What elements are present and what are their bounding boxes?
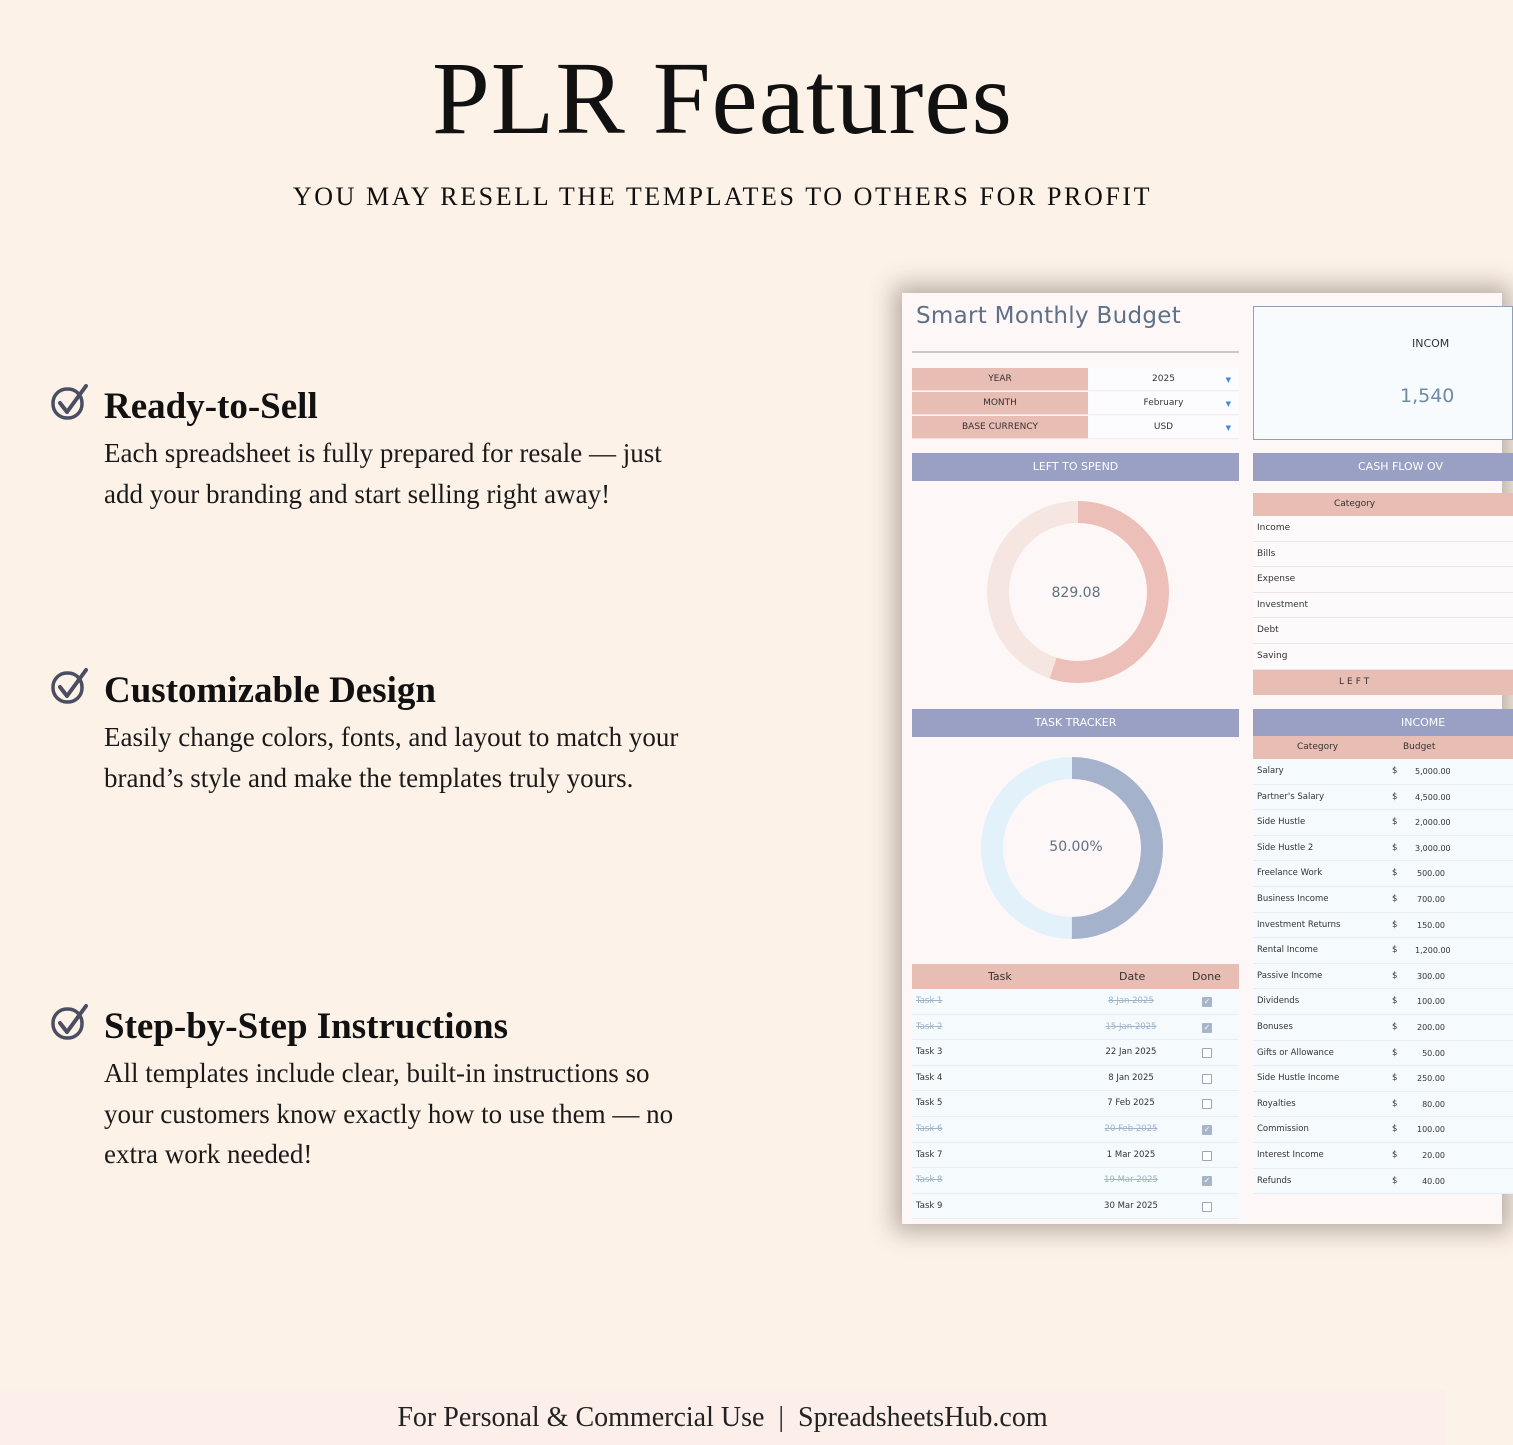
- income-category: Partner's Salary: [1257, 791, 1325, 802]
- feature-title: Ready-to-Sell: [104, 386, 318, 427]
- income-budget: 300.00: [1417, 971, 1445, 981]
- task-done-checkbox[interactable]: [1202, 1099, 1212, 1109]
- income-budget: 500.00: [1417, 869, 1445, 879]
- selector-value[interactable]: [1088, 392, 1239, 415]
- income-category: Side Hustle 2: [1257, 842, 1314, 853]
- income-col-category: Category: [1297, 742, 1339, 752]
- task-done-checkbox[interactable]: ✓: [1203, 997, 1211, 1006]
- task-col-task: Task: [988, 970, 1012, 983]
- task-done-checkbox[interactable]: ✓: [1203, 1022, 1211, 1032]
- income-category: Business Income: [1257, 894, 1329, 904]
- currency-symbol: $: [1392, 1150, 1398, 1160]
- income-row: [1253, 836, 1513, 862]
- income-row: [1253, 1117, 1513, 1143]
- task-done-checkbox[interactable]: ✓: [1203, 1176, 1211, 1186]
- currency-symbol: $: [1392, 1022, 1398, 1032]
- income-budget: 80.00: [1422, 1099, 1445, 1109]
- income-row: [1253, 1169, 1513, 1195]
- feature-body: Each spreadsheet is fully prepared for resale — just add your branding and start selling right away!: [104, 438, 662, 509]
- month-selector[interactable]: [912, 392, 1239, 415]
- income-row: [1253, 913, 1513, 939]
- task-name: Task 3: [916, 1047, 943, 1058]
- cash-flow-column-header: Category: [1253, 493, 1513, 516]
- currency-symbol: $: [1392, 945, 1398, 956]
- dropdown-caret-icon[interactable]: ▼: [1225, 400, 1231, 408]
- cash-flow-row: Bills: [1253, 542, 1513, 568]
- income-row: [1253, 1066, 1513, 1092]
- task-name: Task 6: [916, 1124, 943, 1134]
- currency-symbol: $: [1392, 842, 1398, 853]
- currency-symbol: $: [1392, 1175, 1398, 1186]
- task-name: Task 4: [916, 1072, 943, 1083]
- income-budget: 100.00: [1417, 997, 1445, 1007]
- income-category: Royalties: [1257, 1098, 1296, 1109]
- currency-symbol: $: [1392, 766, 1398, 776]
- task-date: 15 Jan 2025: [1105, 1021, 1157, 1032]
- currency-symbol: $: [1392, 1073, 1398, 1084]
- income-category: Dividends: [1257, 996, 1300, 1007]
- selector-label: MONTH: [912, 392, 1088, 415]
- currency-symbol: $: [1392, 791, 1398, 802]
- income-budget: 5,000.00: [1415, 767, 1451, 776]
- task-date: 8 Jan 2025: [1108, 1072, 1154, 1083]
- task-row: [912, 1194, 1239, 1220]
- checkbox-checked-icon: [50, 1003, 90, 1043]
- currency-symbol: $: [1392, 1047, 1398, 1058]
- task-row: [912, 1143, 1239, 1169]
- cash-flow-heading: CASH FLOW OV: [1253, 453, 1513, 481]
- currency-selector[interactable]: [912, 416, 1239, 439]
- page-subtitle: YOU MAY RESELL THE TEMPLATES TO OTHERS FOR PROFIT: [292, 182, 1153, 211]
- income-category: Side Hustle: [1257, 817, 1306, 828]
- income-category: Interest Income: [1257, 1150, 1324, 1160]
- task-date: 30 Mar 2025: [1104, 1200, 1158, 1211]
- selector-label: YEAR: [912, 368, 1088, 391]
- sheet-title: Smart Monthly Budget: [916, 303, 1182, 329]
- task-header-row: [912, 964, 1239, 989]
- selector-value-text: February: [1143, 398, 1184, 408]
- feature-body: Easily change colors, fonts, and layout to match your brand’s style and make the templates truly yours.: [104, 722, 679, 793]
- title-divider: [912, 351, 1239, 353]
- income-category: Gifts or Allowance: [1257, 1047, 1334, 1058]
- cash-flow-row: Debt: [1253, 618, 1513, 644]
- selector-value-text: USD: [1153, 422, 1174, 432]
- task-done-checkbox[interactable]: [1202, 1048, 1212, 1058]
- feature-title: Customizable Design: [104, 670, 436, 711]
- selector-label: BASE CURRENCY: [912, 416, 1088, 439]
- income-budget: 250.00: [1417, 1074, 1445, 1084]
- currency-symbol: $: [1392, 817, 1398, 828]
- task-date: 1 Mar 2025: [1106, 1149, 1156, 1160]
- cash-flow-row: Investment: [1253, 593, 1513, 619]
- income-row: [1253, 964, 1513, 990]
- task-done-checkbox[interactable]: [1202, 1202, 1212, 1212]
- income-row: [1253, 861, 1513, 887]
- income-budget: 20.00: [1422, 1151, 1445, 1160]
- dropdown-caret-icon[interactable]: ▼: [1225, 376, 1231, 384]
- task-date: 19 Mar 2025: [1104, 1175, 1158, 1186]
- income-category: Investment Returns: [1257, 919, 1341, 930]
- year-selector[interactable]: [912, 368, 1239, 391]
- selector-value-text: 2025: [1152, 374, 1175, 384]
- income-category: Rental Income: [1257, 945, 1319, 956]
- task-done-checkbox[interactable]: [1202, 1151, 1212, 1161]
- task-done-checkbox[interactable]: ✓: [1203, 1125, 1211, 1134]
- income-header-row: [1253, 736, 1513, 759]
- task-name: Task 8: [916, 1175, 943, 1186]
- income-budget: 100.00: [1417, 1125, 1445, 1135]
- income-row: [1253, 989, 1513, 1015]
- income-budget: 4,500.00: [1415, 792, 1451, 802]
- task-name: Task 7: [916, 1149, 943, 1160]
- task-row: [912, 1168, 1239, 1194]
- task-name: Task 2: [916, 1021, 943, 1032]
- feature-title: Step-by-Step Instructions: [104, 1006, 508, 1047]
- currency-symbol: $: [1392, 970, 1398, 981]
- income-category: Bonuses: [1257, 1022, 1293, 1032]
- income-row: [1253, 785, 1513, 811]
- footer: For Personal & Commercial Use | SpreadsheetsHub.com: [0, 1390, 1445, 1445]
- income-category: Side Hustle Income: [1257, 1073, 1340, 1084]
- feature-body: All templates include clear, built-in instructions so your customers know exactly how to use them — no extra work needed!: [104, 1058, 674, 1170]
- income-budget: 150.00: [1417, 920, 1445, 930]
- checkbox-checked-icon: [50, 383, 90, 423]
- task-row: [912, 1066, 1239, 1092]
- cash-flow-row: Saving: [1253, 644, 1513, 670]
- income-budget: 50.00: [1422, 1048, 1445, 1058]
- income-row: [1253, 1143, 1513, 1169]
- income-category: Freelance Work: [1257, 868, 1323, 879]
- page-title: PLR Features: [431, 41, 1014, 156]
- task-name: Task 5: [916, 1098, 943, 1109]
- selector-value[interactable]: [1088, 416, 1239, 439]
- task-name: Task 9: [916, 1200, 943, 1211]
- income-summary-card: [1253, 306, 1513, 440]
- income-row: [1253, 887, 1513, 913]
- left-to-spend-heading: LEFT TO SPEND: [912, 453, 1239, 481]
- task-name: Task 1: [916, 996, 943, 1006]
- income-row: [1253, 1041, 1513, 1067]
- feature-customizable-design: [50, 669, 690, 798]
- currency-symbol: $: [1392, 868, 1398, 879]
- selector-value[interactable]: [1088, 368, 1239, 391]
- task-date: 22 Jan 2025: [1105, 1047, 1157, 1058]
- income-row: [1253, 938, 1513, 964]
- income-row: [1253, 810, 1513, 836]
- task-date: 20 Feb 2025: [1104, 1124, 1158, 1134]
- task-tracker-heading: TASK TRACKER: [912, 709, 1239, 737]
- income-category: Commission: [1257, 1124, 1309, 1135]
- income-summary-value: 1,540: [1400, 385, 1455, 407]
- income-budget: 40.00: [1422, 1176, 1445, 1186]
- task-col-done: Done: [1192, 970, 1221, 983]
- task-done-checkbox[interactable]: [1202, 1074, 1212, 1084]
- income-row: [1253, 1015, 1513, 1041]
- task-row: [912, 1040, 1239, 1066]
- task-row: [912, 1091, 1239, 1117]
- task-col-date: Date: [1119, 970, 1146, 983]
- income-budget: 1,200.00: [1415, 946, 1451, 956]
- task-date: 7 Feb 2025: [1107, 1098, 1155, 1109]
- task-row: [912, 1015, 1239, 1041]
- income-category: Salary: [1257, 766, 1284, 776]
- currency-symbol: $: [1392, 1124, 1398, 1135]
- task-tracker-value: 50.00%: [1049, 839, 1103, 855]
- income-heading: INCOME: [1253, 709, 1513, 737]
- checkbox-checked-icon: [50, 667, 90, 707]
- task-row: [912, 989, 1239, 1015]
- task-date: 8 Jan 2025: [1108, 996, 1154, 1006]
- cash-flow-row: Expense: [1253, 567, 1513, 593]
- income-row: [1253, 1092, 1513, 1118]
- income-budget: 700.00: [1417, 895, 1445, 904]
- income-summary-label: INCOM: [1412, 337, 1450, 350]
- cash-flow-left-bar: LEFT: [1253, 670, 1513, 695]
- feature-step-by-step: [50, 1005, 690, 1175]
- spreadsheet-preview: [902, 293, 1502, 1224]
- task-row: [912, 1117, 1239, 1143]
- income-budget: 2,000.00: [1415, 818, 1451, 828]
- cash-flow-row: Income: [1253, 516, 1513, 542]
- feature-ready-to-sell: [50, 385, 690, 514]
- dropdown-caret-icon[interactable]: ▼: [1225, 424, 1231, 432]
- income-budget: 200.00: [1417, 1023, 1445, 1032]
- income-category: Passive Income: [1257, 970, 1323, 981]
- left-to-spend-value: 829.08: [1051, 585, 1101, 601]
- income-category: Refunds: [1257, 1175, 1292, 1186]
- currency-symbol: $: [1392, 894, 1398, 904]
- income-budget: 3,000.00: [1415, 843, 1451, 853]
- currency-symbol: $: [1392, 919, 1398, 930]
- currency-symbol: $: [1392, 1098, 1398, 1109]
- currency-symbol: $: [1392, 996, 1398, 1007]
- income-row: [1253, 759, 1513, 785]
- income-col-budget: Budget: [1403, 742, 1436, 752]
